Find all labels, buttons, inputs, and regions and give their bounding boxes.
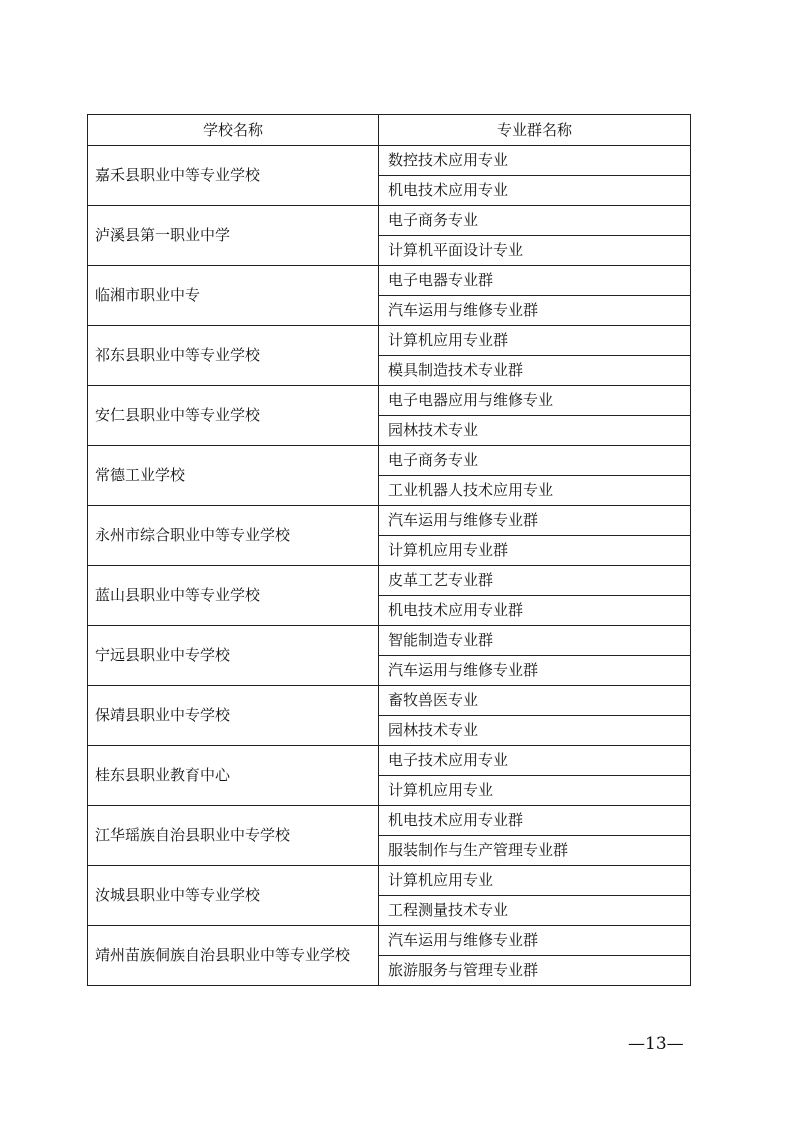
school-name-cell: 永州市综合职业中等专业学校 <box>88 506 379 566</box>
table-row <box>88 326 691 356</box>
table-row <box>88 746 691 776</box>
page-number: —13— <box>628 1034 684 1054</box>
school-name-cell: 祁东县职业中等专业学校 <box>88 326 379 386</box>
school-name-cell: 保靖县职业中专学校 <box>88 686 379 746</box>
major-group-cell: 电子商务专业 <box>379 446 691 476</box>
school-name-cell: 汝城县职业中等专业学校 <box>88 866 379 926</box>
major-group-cell: 计算机应用专业群 <box>379 536 691 566</box>
major-group-cell: 汽车运用与维修专业群 <box>379 506 691 536</box>
major-group-cell: 汽车运用与维修专业群 <box>379 296 691 326</box>
major-group-cell: 计算机应用专业群 <box>379 326 691 356</box>
school-name-cell: 临湘市职业中专 <box>88 266 379 326</box>
school-major-table <box>87 114 691 986</box>
table-row <box>88 806 691 836</box>
header-school-name: 学校名称 <box>88 115 379 146</box>
major-group-cell: 机电技术应用专业 <box>379 176 691 206</box>
major-group-cell: 电子商务专业 <box>379 206 691 236</box>
major-group-cell: 电子电器专业群 <box>379 266 691 296</box>
table-row <box>88 626 691 656</box>
table-row <box>88 146 691 176</box>
major-group-cell: 旅游服务与管理专业群 <box>379 956 691 986</box>
school-name-cell: 蓝山县职业中等专业学校 <box>88 566 379 626</box>
school-name-cell: 嘉禾县职业中等专业学校 <box>88 146 379 206</box>
table-row <box>88 686 691 716</box>
major-group-cell: 汽车运用与维修专业群 <box>379 926 691 956</box>
table-row <box>88 866 691 896</box>
major-group-cell: 园林技术专业 <box>379 716 691 746</box>
school-name-cell: 桂东县职业教育中心 <box>88 746 379 806</box>
table-row <box>88 266 691 296</box>
major-group-cell: 园林技术专业 <box>379 416 691 446</box>
table-row <box>88 506 691 536</box>
major-group-cell: 计算机应用专业 <box>379 866 691 896</box>
table-row <box>88 386 691 416</box>
table-row <box>88 926 691 956</box>
major-group-cell: 模具制造技术专业群 <box>379 356 691 386</box>
major-group-cell: 电子技术应用专业 <box>379 746 691 776</box>
major-group-cell: 计算机应用专业 <box>379 776 691 806</box>
school-name-cell: 江华瑶族自治县职业中专学校 <box>88 806 379 866</box>
major-group-cell: 电子电器应用与维修专业 <box>379 386 691 416</box>
major-group-cell: 机电技术应用专业群 <box>379 596 691 626</box>
major-group-cell: 畜牧兽医专业 <box>379 686 691 716</box>
school-name-cell: 常德工业学校 <box>88 446 379 506</box>
table-row <box>88 446 691 476</box>
major-group-cell: 智能制造专业群 <box>379 626 691 656</box>
school-name-cell: 安仁县职业中等专业学校 <box>88 386 379 446</box>
table-row <box>88 206 691 236</box>
school-name-cell: 宁远县职业中专学校 <box>88 626 379 686</box>
major-group-cell: 皮革工艺专业群 <box>379 566 691 596</box>
major-group-cell: 工业机器人技术应用专业 <box>379 476 691 506</box>
header-major-group-name: 专业群名称 <box>379 115 691 146</box>
major-group-cell: 计算机平面设计专业 <box>379 236 691 266</box>
table-header-row <box>88 115 691 146</box>
major-group-cell: 工程测量技术专业 <box>379 896 691 926</box>
table-body <box>88 146 691 986</box>
major-group-cell: 数控技术应用专业 <box>379 146 691 176</box>
major-group-cell: 机电技术应用专业群 <box>379 806 691 836</box>
major-group-cell: 服装制作与生产管理专业群 <box>379 836 691 866</box>
table-row <box>88 566 691 596</box>
school-name-cell: 靖州苗族侗族自治县职业中等专业学校 <box>88 926 379 986</box>
school-name-cell: 泸溪县第一职业中学 <box>88 206 379 266</box>
major-group-cell: 汽车运用与维修专业群 <box>379 656 691 686</box>
